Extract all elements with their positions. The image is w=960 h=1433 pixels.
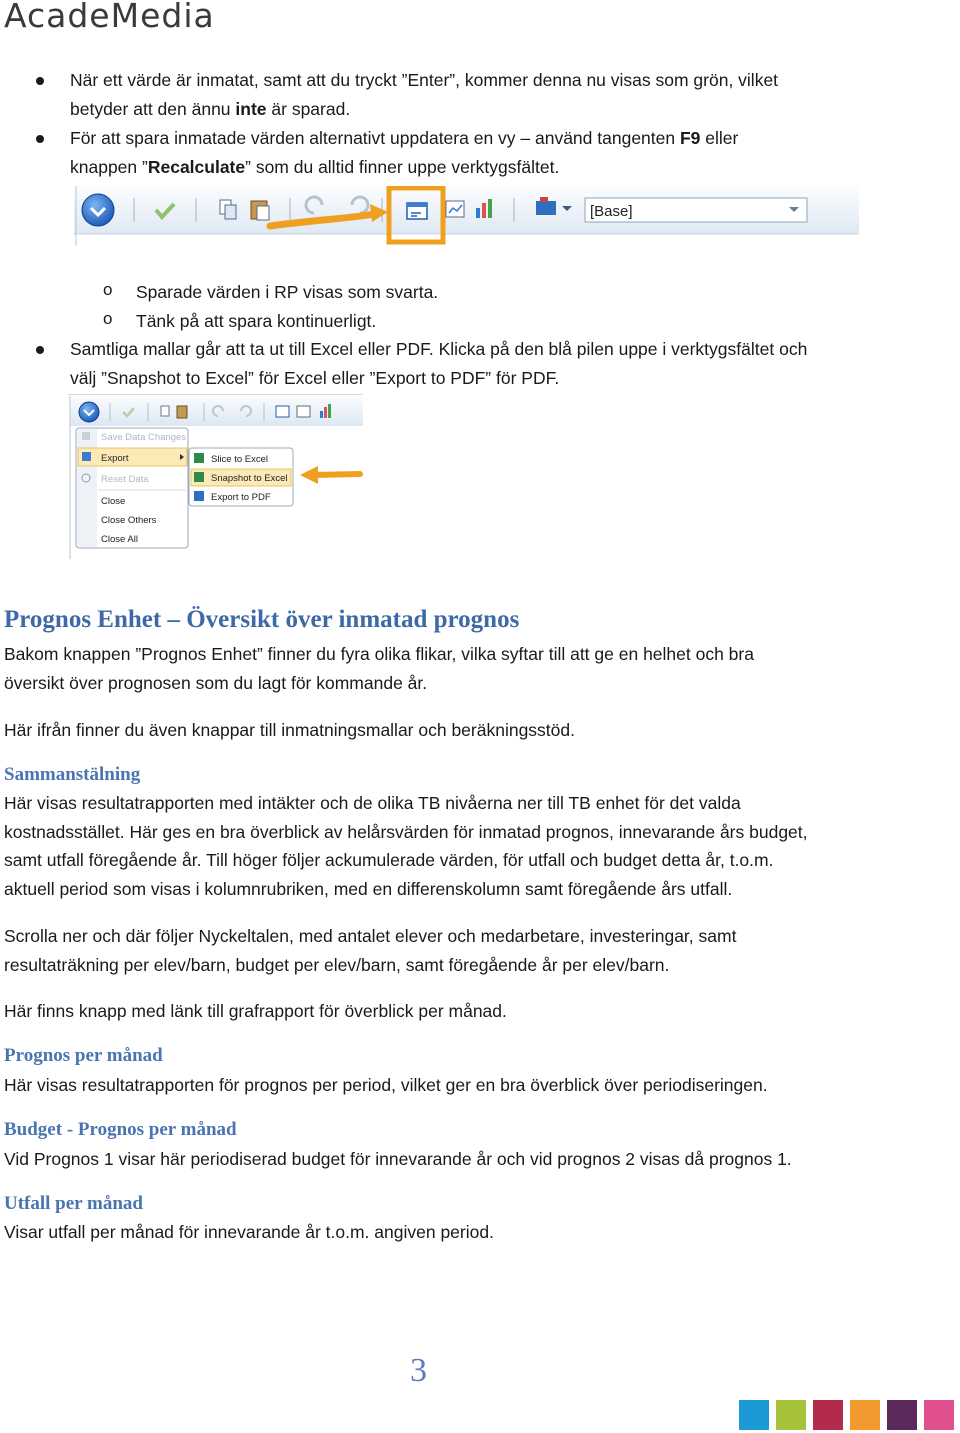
sub-bullet-marker: o	[103, 280, 113, 299]
export-menu-screenshot	[68, 394, 363, 559]
bullet-text: När ett värde är inmatat, samt att du tryckt ”Enter”, kommer denna nu visas som grön, vilket betyder att den ännu inte är sparad.	[70, 70, 779, 119]
prognos-per-manad-text: Här visas resultatrapporten för prognos per period, vilket ger en bra överblick över periodiseringen.	[4, 1075, 768, 1095]
svg-text:Reset Data: Reset Data	[101, 474, 149, 485]
sub-bullet-text: Tänk på att spara kontinuerligt.	[136, 311, 377, 331]
subheading-sammanstallning: Sammanstälning	[4, 764, 141, 785]
nyckeltal-paragraph: Scrolla ner och där följer Nyckeltalen, med antalet elever och medarbetare, investeringar, samt resultaträkning per elev/barn, budget per elev/barn, samt föregående år per elev/barn.	[4, 926, 737, 975]
footer-color-square	[924, 1400, 954, 1430]
intro-paragraph-2: Här ifrån finner du även knappar till inmatningsmallar och beräkningsstöd.	[4, 720, 575, 740]
svg-text:Slice to Excel: Slice to Excel	[211, 454, 269, 465]
svg-text:AcadeMedia: AcadeMedia	[4, 0, 215, 34]
footer-color-square	[850, 1400, 880, 1430]
sub-bullet-marker: o	[103, 309, 113, 328]
menu-item-close[interactable]	[101, 496, 125, 507]
subheading-prognos-per-manad: Prognos per månad	[4, 1045, 163, 1066]
menu-item-close-others[interactable]	[101, 515, 157, 526]
menu-arrow-icon[interactable]	[79, 402, 99, 422]
svg-text:Close: Close	[101, 496, 126, 507]
grafrapport-paragraph: Här finns knapp med länk till grafrapport för överblick per månad.	[4, 1001, 507, 1021]
chart-edit-icon	[297, 406, 310, 417]
svg-text:Export to PDF: Export to PDF	[211, 492, 271, 503]
page-number: 3	[410, 1352, 427, 1389]
sammanstallning-paragraph: Här visas resultatrapporten med intäkter och de olika TB nivåerna ner till TB enhet för det valda kostnadsstället. Här ges en bra överblick av helårsvärden för inmatad prognos, innevarande års budget, samt utfall föregående år. Till höger följer ackumulerade värden, för utfall och budget detta år, t.o.m. aktuell period som visas i kolumnrubriken, med en differenskolumn samt föregående års utfall.	[4, 793, 808, 899]
footer-color-square	[813, 1400, 843, 1430]
footer-color-square	[776, 1400, 806, 1430]
svg-text:[Base]: [Base]	[590, 203, 633, 220]
paste-icon	[177, 406, 187, 418]
utfall-per-manad-text: Visar utfall per månad för innevarande år t.o.m. angiven period.	[4, 1222, 494, 1242]
orange-arrow-icon	[300, 466, 360, 484]
chart-edit-icon[interactable]	[446, 201, 464, 217]
menu-arrow-icon[interactable]	[82, 194, 114, 226]
recalculate-icon	[276, 406, 289, 417]
svg-text:Export: Export	[101, 453, 129, 464]
svg-text:Close All: Close All	[101, 534, 138, 545]
bullet-text: För att spara inmatade värden alternativt uppdatera en vy – använd tangenten F9 eller knappen ”Recalculate” som du alltid finner uppe verktygsfältet.	[70, 128, 739, 177]
sub-bullet-text: Sparade värden i RP visas som svarta.	[136, 282, 439, 302]
toolbar-screenshot	[74, 186, 859, 246]
copy-icon	[161, 406, 169, 416]
menu-item-close-all[interactable]	[101, 534, 138, 545]
svg-text:Save Data Changes: Save Data Changes	[101, 432, 187, 443]
section-heading: Prognos Enhet – Översikt över inmatad prognos	[4, 606, 520, 633]
bullet-dot	[36, 77, 44, 85]
recalculate-icon[interactable]	[407, 203, 427, 219]
bullet-dot	[36, 346, 44, 354]
paste-icon[interactable]	[251, 201, 269, 220]
bullet-text: Samtliga mallar går att ta ut till Excel eller PDF. Klicka på den blå pilen uppe i verktygsfältet och välj ”Snapshot to Excel” för Excel eller ”Export to PDF” för PDF.	[70, 339, 808, 388]
budget-prognos-text: Vid Prognos 1 visar här periodiserad budget för innevarande år och vid prognos 2 visas då prognos 1.	[4, 1149, 792, 1169]
footer-color-square	[887, 1400, 917, 1430]
footer-color-square	[739, 1400, 769, 1430]
academedia-logo	[4, 0, 304, 34]
menu-item-export[interactable]	[78, 448, 187, 466]
bullet-dot	[36, 135, 44, 143]
base-dropdown[interactable]	[585, 198, 807, 222]
svg-text:Snapshot to Excel: Snapshot to Excel	[211, 473, 288, 484]
submenu-snapshot-to-excel[interactable]	[191, 469, 291, 486]
subheading-utfall-per-manad: Utfall per månad	[4, 1193, 143, 1214]
subheading-budget-prognos: Budget - Prognos per månad	[4, 1119, 237, 1140]
svg-text:Close Others: Close Others	[101, 515, 157, 526]
intro-paragraph: Bakom knappen ”Prognos Enhet” finner du fyra olika flikar, vilka syftar till att ge en helhet och bra översikt över prognosen som du lagt för kommande år.	[4, 644, 754, 693]
